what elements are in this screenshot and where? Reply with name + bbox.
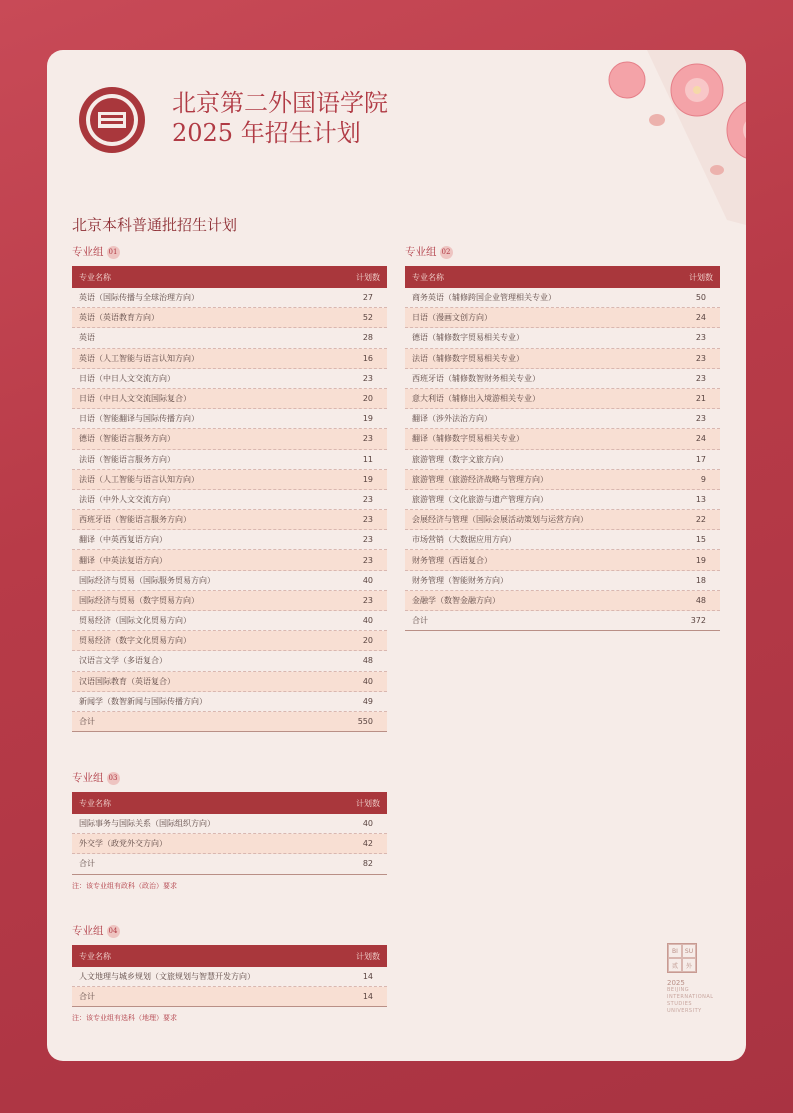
- table-row: [72, 349, 387, 369]
- table-row: [72, 651, 387, 671]
- logo-text: BEIJING INTERNATIONAL STUDIES UNIVERSITY: [667, 987, 714, 1014]
- plan-count: 14: [362, 972, 373, 982]
- table-row: [72, 490, 387, 510]
- plan-count: 40: [362, 575, 373, 585]
- plan-count: 40: [362, 616, 373, 626]
- plan-count: 27: [362, 293, 373, 303]
- plan-count: 23: [695, 353, 706, 363]
- major-name: 日语（漫画文创方向）: [412, 313, 492, 323]
- major-name: 国际经济与贸易（国际服务贸易方向）: [79, 575, 215, 585]
- major-name: 旅游管理（数字文旅方向）: [412, 454, 508, 464]
- major-name: 法语（智能语言服务方向）: [79, 454, 175, 464]
- major-name: 国际事务与国际关系（国际组织方向）: [79, 819, 215, 829]
- major-name: 英语（国际传播与全球治理方向）: [79, 293, 199, 303]
- major-name: 国际经济与贸易（数字贸易方向）: [79, 595, 199, 605]
- plan-count: 23: [362, 515, 373, 525]
- major-name: 法语（人工智能与语言认知方向）: [79, 474, 199, 484]
- table-row: [72, 834, 387, 854]
- plan-count: 42: [362, 839, 373, 849]
- major-name: 汉语言文学（多语复合）: [79, 656, 167, 666]
- total-row: [72, 987, 387, 1007]
- university-emblem: [78, 86, 146, 154]
- table-row: [405, 288, 720, 308]
- major-name: 日语（中日人文交流方向）: [79, 373, 175, 383]
- table-row: [405, 429, 720, 449]
- group-number-badge: 04: [107, 925, 120, 938]
- table-row: [405, 328, 720, 348]
- table-header: [72, 792, 387, 814]
- plan-count: 24: [695, 313, 706, 323]
- table-row: [72, 631, 387, 651]
- total-count: 14: [362, 992, 373, 1002]
- total-label: 合计: [79, 859, 95, 869]
- table-row: [405, 450, 720, 470]
- table-row: [405, 550, 720, 570]
- header-major: 专业名称: [79, 798, 111, 808]
- table-row: [405, 530, 720, 550]
- major-name: 翻译（中英法复语方向）: [79, 555, 167, 565]
- group-number-badge: 03: [107, 772, 120, 785]
- header-count: 计划数: [689, 272, 713, 282]
- major-name: 人文地理与城乡规划（文旅规划与智慧开发方向）: [79, 972, 255, 982]
- table-row: [72, 450, 387, 470]
- major-name: 翻译（辅修数字贸易相关专业）: [412, 434, 524, 444]
- total-row: [72, 712, 387, 732]
- major-name: 日语（中日人文交流国际复合）: [79, 394, 191, 404]
- header-major: 专业名称: [412, 272, 444, 282]
- group-note: 注：该专业组有政科（政治）要求: [72, 881, 177, 890]
- table-row: [72, 288, 387, 308]
- section-title: 北京本科普通批招生计划: [72, 216, 238, 234]
- header-count: 计划数: [356, 951, 380, 961]
- header-major: 专业名称: [79, 272, 111, 282]
- major-group-03: [72, 770, 387, 891]
- plan-count: 11: [362, 454, 373, 464]
- major-group-04: [72, 923, 387, 1023]
- table-header: [72, 266, 387, 288]
- table-row: [405, 409, 720, 429]
- table-row: [72, 967, 387, 987]
- total-label: 合计: [412, 616, 428, 626]
- major-name: 市场营销（大数据应用方向）: [412, 535, 516, 545]
- group-label: 专业组 03: [72, 770, 387, 792]
- major-name: 汉语国际教育（英语复合）: [79, 676, 175, 686]
- table-row: [72, 389, 387, 409]
- table-row: [405, 571, 720, 591]
- title-line-2: 2025 年招生计划: [172, 119, 361, 147]
- plan-count: 23: [695, 373, 706, 383]
- table-row: [72, 369, 387, 389]
- table-header: [72, 945, 387, 967]
- group-label: 专业组 01: [72, 244, 387, 266]
- total-label: 合计: [79, 992, 95, 1002]
- major-name: 新闻学（数智新闻与国际传播方向）: [79, 696, 207, 706]
- plan-count: 21: [695, 394, 706, 404]
- plan-count: 48: [695, 595, 706, 605]
- plan-count: 23: [362, 535, 373, 545]
- table-row: [72, 571, 387, 591]
- table-row: [72, 672, 387, 692]
- major-name: 西班牙语（辅修数智财务相关专业）: [412, 373, 540, 383]
- major-group-01: [72, 244, 387, 732]
- major-name: 意大利语（辅修出入境游相关专业）: [412, 394, 540, 404]
- major-name: 财务管理（西语复合）: [412, 555, 492, 565]
- header-count: 计划数: [356, 798, 380, 808]
- major-name: 金融学（数智金融方向）: [412, 595, 500, 605]
- group-label: 专业组 02: [405, 244, 720, 266]
- table-row: [72, 550, 387, 570]
- plan-count: 13: [695, 494, 706, 504]
- plan-count: 23: [362, 373, 373, 383]
- plan-count: 19: [695, 555, 706, 565]
- total-count: 372: [690, 616, 706, 626]
- header-major: 专业名称: [79, 951, 111, 961]
- group-label: 专业组 04: [72, 923, 387, 945]
- major-name: 贸易经济（国际文化贸易方向）: [79, 616, 191, 626]
- major-name: 外交学（政党外交方向）: [79, 839, 167, 849]
- table-row: [72, 470, 387, 490]
- plan-count: 48: [362, 656, 373, 666]
- major-name: 英语: [79, 333, 95, 343]
- major-name: 英语（人工智能与语言认知方向）: [79, 353, 199, 363]
- major-name: 法语（中外人文交流方向）: [79, 494, 175, 504]
- major-name: 商务英语（辅修跨国企业管理相关专业）: [412, 293, 556, 303]
- title-line-1: 北京第二外国语学院: [172, 89, 388, 117]
- table-row: [405, 591, 720, 611]
- major-name: 旅游管理（旅游经济战略与管理方向）: [412, 474, 548, 484]
- group-note: 注：该专业组有选科（地理）要求: [72, 1014, 177, 1023]
- table-row: [405, 470, 720, 490]
- plan-count: 23: [695, 333, 706, 343]
- plan-count: 50: [695, 293, 706, 303]
- plan-count: 19: [362, 414, 373, 424]
- total-row: [405, 611, 720, 631]
- table-row: [72, 429, 387, 449]
- major-name: 翻译（涉外法治方向）: [412, 414, 492, 424]
- bisu-seal: BI SU 贰 外: [667, 943, 697, 973]
- major-name: 英语（英语教育方向）: [79, 313, 159, 323]
- table-row: [72, 530, 387, 550]
- plan-count: 23: [362, 555, 373, 565]
- plan-count: 40: [362, 676, 373, 686]
- major-name: 法语（辅修数字贸易相关专业）: [412, 353, 524, 363]
- plan-count: 15: [695, 535, 706, 545]
- plan-count: 17: [695, 454, 706, 464]
- group-number-badge: 02: [440, 246, 453, 259]
- plan-count: 24: [695, 434, 706, 444]
- table-row: [405, 308, 720, 328]
- major-name: 贸易经济（数字文化贸易方向）: [79, 636, 191, 646]
- plan-count: 23: [362, 434, 373, 444]
- table-row: [405, 510, 720, 530]
- plan-count: 23: [362, 494, 373, 504]
- plan-count: 19: [362, 474, 373, 484]
- plan-count: 18: [695, 575, 706, 585]
- table-row: [72, 692, 387, 712]
- table-row: [72, 611, 387, 631]
- plan-count: 28: [362, 333, 373, 343]
- major-name: 旅游管理（文化旅游与遗产管理方向）: [412, 494, 548, 504]
- major-name: 西班牙语（智能语言服务方向）: [79, 515, 191, 525]
- major-name: 会展经济与管理（国际会展活动策划与运营方向）: [412, 515, 588, 525]
- plan-count: 23: [362, 595, 373, 605]
- plan-count: 49: [362, 696, 373, 706]
- plan-count: 16: [362, 353, 373, 363]
- cherry-blossom-decoration: [587, 50, 746, 250]
- table-row: [72, 328, 387, 348]
- total-row: [72, 854, 387, 874]
- plan-count: 20: [362, 636, 373, 646]
- plan-count: 9: [700, 474, 706, 484]
- header-count: 计划数: [356, 272, 380, 282]
- table-row: [72, 814, 387, 834]
- table-row: [72, 510, 387, 530]
- total-count: 550: [357, 717, 373, 727]
- poster-title: [172, 88, 388, 148]
- plan-count: 40: [362, 819, 373, 829]
- major-name: 翻译（中英西复语方向）: [79, 535, 167, 545]
- plan-count: 52: [362, 313, 373, 323]
- plan-count: 23: [695, 414, 706, 424]
- table-row: [405, 389, 720, 409]
- table-row: [405, 490, 720, 510]
- major-name: 财务管理（智能财务方向）: [412, 575, 508, 585]
- table-header: [405, 266, 720, 288]
- table-row: [72, 409, 387, 429]
- total-count: 82: [362, 859, 373, 869]
- table-row: [405, 349, 720, 369]
- logo-year: 2025: [667, 979, 685, 987]
- major-name: 日语（智能翻译与国际传播方向）: [79, 414, 199, 424]
- major-group-02: [405, 244, 720, 631]
- total-label: 合计: [79, 717, 95, 727]
- group-number-badge: 01: [107, 246, 120, 259]
- plan-count: 20: [362, 394, 373, 404]
- plan-count: 22: [695, 515, 706, 525]
- table-row: [72, 308, 387, 328]
- major-name: 德语（辅修数字贸易相关专业）: [412, 333, 524, 343]
- major-name: 德语（智能语言服务方向）: [79, 434, 175, 444]
- table-row: [405, 369, 720, 389]
- table-row: [72, 591, 387, 611]
- bisu-logo: [667, 943, 727, 1015]
